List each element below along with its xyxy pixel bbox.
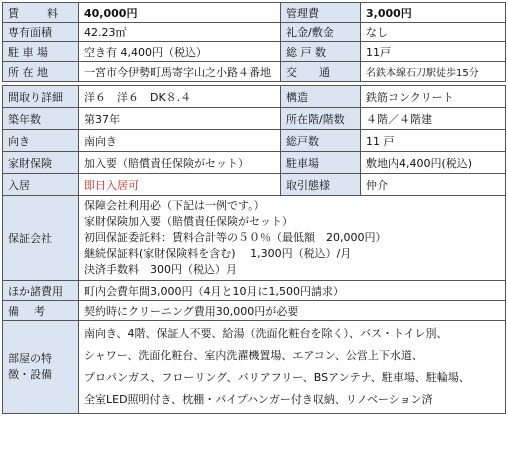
building-age-label: 築年数: [3, 108, 79, 130]
features-label: 部屋の特徴・設備: [3, 321, 79, 414]
row-guarantee: [3, 196, 506, 281]
floor-value: ４階／４階建: [361, 108, 506, 130]
row-layout: [3, 86, 506, 108]
insurance-value: 加入要（賠償責任保険がセット）: [79, 152, 281, 174]
layout-label: 間取り詳細: [3, 86, 79, 108]
layout-value: 洋６ 洋６ DK８.４: [79, 86, 281, 108]
property-table: [2, 2, 506, 414]
direction-value: 南向き: [79, 130, 281, 152]
other-fees-label: ほか諸費用: [3, 281, 79, 301]
row-insurance: [3, 152, 506, 174]
transaction-value: 仲介: [361, 174, 506, 196]
features-details: [79, 321, 506, 414]
row-building-age: [3, 108, 506, 130]
units-value: 11 戸: [361, 130, 506, 152]
guarantee-line: 継続保証料(家財保険料を含む) 1,300円（税込）/月: [84, 247, 352, 260]
area-value: 42.23㎡: [79, 23, 281, 42]
move-in-value: 即日入居可: [79, 174, 281, 196]
building-age-value: 第37年: [79, 108, 281, 130]
address-value: 一宮市今伊勢町馬寄字山之小路４番地: [79, 62, 281, 82]
structure-value: 鉄筋コンクリート: [361, 86, 506, 108]
move-in-label: 入居: [3, 174, 79, 196]
other-fees-value: 町内会費年間3,000円（4月と10月に1,500円請求）: [79, 281, 506, 301]
parking2-label: 駐車場: [281, 152, 361, 174]
transaction-label: 取引態様: [281, 174, 361, 196]
guarantee-label: 保証会社: [3, 196, 79, 281]
row-other-fees: [3, 281, 506, 301]
row-features: [3, 321, 506, 414]
address-label: 所 在 地: [3, 62, 79, 82]
access-value: 名鉄本線石刀駅徒歩15分: [361, 62, 506, 82]
notes-value: 契約時にクリーニング費用30,000円が必要: [79, 301, 506, 321]
parking-label: 駐 車 場: [3, 42, 79, 62]
access-label: 交 通: [281, 62, 361, 82]
parking-value: 空き有 4,400円（税込）: [79, 42, 281, 62]
feature-line: 南向き、4階、保証人不要、給湯（洗面化粧台を除く）、バス・トイレ別、: [84, 327, 448, 340]
guarantee-details: [79, 196, 506, 281]
guarantee-line: 家財保険加入要（賠償責任保険がセット）: [84, 215, 293, 228]
guarantee-line: 初回保証委託料：賃料合計等の５０％（最低額 20,000円）: [84, 231, 387, 244]
rent-label: 賃 料: [3, 3, 79, 23]
management-fee-value: 3,000円: [361, 3, 506, 23]
structure-label: 構造: [281, 86, 361, 108]
feature-line: プロパンガス、フローリング、バリアフリー、BSアンテナ、駐車場、駐輪場、: [84, 371, 470, 384]
row-move-in: [3, 174, 506, 196]
row-direction: [3, 130, 506, 152]
row-parking: [3, 42, 506, 62]
notes-label: 備 考: [3, 301, 79, 321]
row-notes: [3, 301, 506, 321]
rent-value: 40,000円: [79, 3, 281, 23]
guarantee-line: 決済手数料 300円（税込）月: [84, 263, 237, 276]
insurance-label: 家財保険: [3, 152, 79, 174]
key-money-value: なし: [361, 23, 506, 42]
units-label: 総戸数: [281, 130, 361, 152]
feature-line: シャワー、洗面化粧台、室内洗濯機置場、エアコン、公営上下水道、: [84, 349, 423, 362]
floor-label: 所在階/階数: [281, 108, 361, 130]
total-units-label: 総 戸 数: [281, 42, 361, 62]
row-area: [3, 23, 506, 42]
area-label: 専有面積: [3, 23, 79, 42]
key-money-label: 礼金/敷金: [281, 23, 361, 42]
row-rent: [3, 3, 506, 23]
guarantee-line: 保障会社利用必（下記は一例です。）: [84, 199, 265, 212]
parking2-value: 敷地内4,400円(税込): [361, 152, 506, 174]
property-sheet: [2, 2, 505, 414]
management-fee-label: 管理費: [281, 3, 361, 23]
row-address: [3, 62, 506, 82]
direction-label: 向き: [3, 130, 79, 152]
feature-line: 全室LED照明付き、枕棚・パイプハンガー付き収納、リノベーション済: [84, 393, 433, 406]
total-units-value: 11戸: [361, 42, 506, 62]
